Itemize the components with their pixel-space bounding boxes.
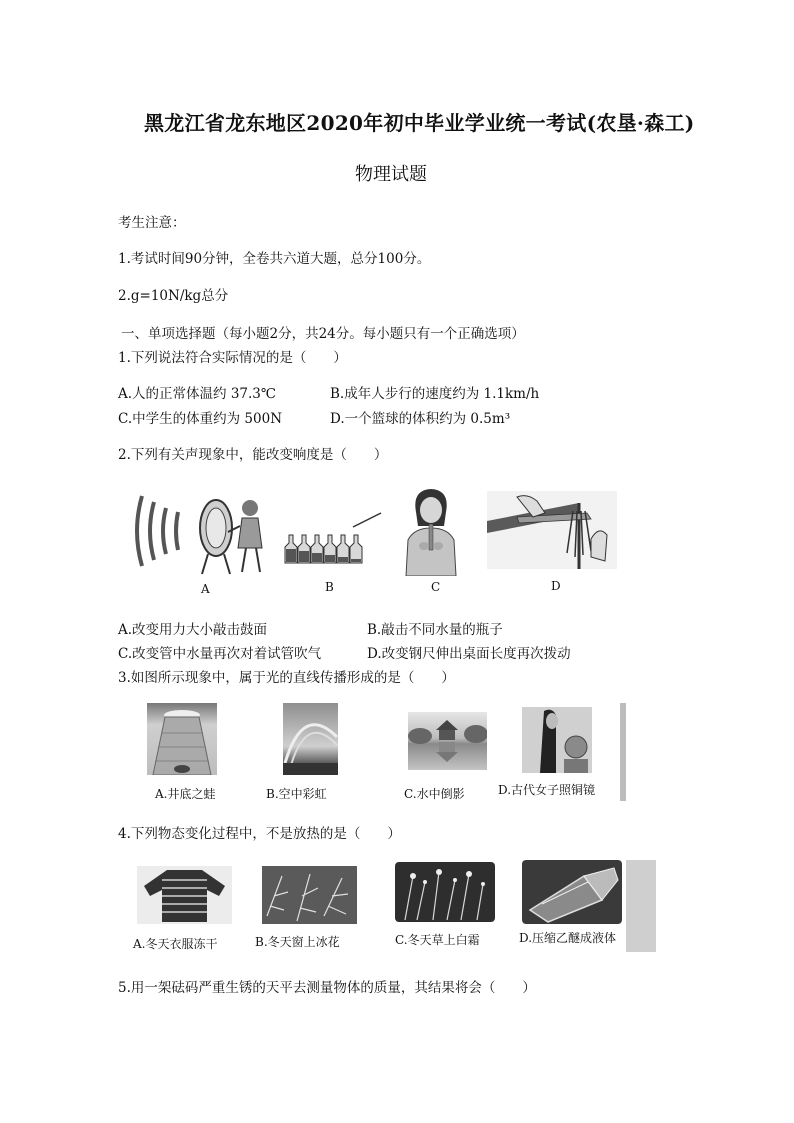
- q2-label-c: C: [431, 580, 441, 594]
- q2-figure-bottles: [283, 505, 383, 565]
- q3-image-bronze-mirror: [522, 707, 592, 773]
- q4-caption-c: C.冬天草上白霜: [395, 933, 480, 947]
- q4-image-window-frost: [262, 866, 357, 924]
- q2-option-c: C.改变管中水量再次对着试管吹气: [118, 646, 322, 662]
- q2-option-b: B.敲击不同水量的瓶子: [367, 622, 503, 638]
- q4-stem: 4.下列物态变化过程中，不是放热的是（ ）: [118, 826, 401, 842]
- scan-edge-shadow-2: [626, 860, 656, 952]
- q1-option-a: A.人的正常体温约 37.3℃: [118, 386, 276, 402]
- q2-option-d: D.改变钢尺伸出桌面长度再次拨动: [367, 646, 571, 662]
- q3-image-reflection: [408, 712, 487, 770]
- q1-option-d: D.一个篮球的体积约为 0.5m³: [330, 411, 511, 427]
- notes-heading: 考生注意：: [118, 215, 186, 231]
- q4-image-grass-frost: [395, 862, 495, 922]
- q4-image-ether-syringe: [522, 860, 622, 924]
- q3-caption-b: B.空中彩虹: [266, 787, 327, 801]
- q5-stem: 5.用一架砝码严重生锈的天平去测量物体的质量，其结果将会（ ）: [118, 980, 536, 996]
- q2-label-a: A: [201, 582, 210, 596]
- q3-image-frog-in-well: [147, 703, 217, 775]
- q2-option-a: A.改变用力大小敲击鼓面: [118, 622, 268, 638]
- q1-option-b: B.成年人步行的速度约为 1.1km/h: [330, 386, 540, 402]
- scan-edge-shadow: [620, 703, 626, 801]
- q2-stem: 2.下列有关声现象中，能改变响度是（ ）: [118, 447, 388, 463]
- exam-subtitle: 物理试题: [355, 164, 427, 185]
- q3-caption-c: C.水中倒影: [404, 787, 465, 801]
- q2-figure-ruler: [487, 491, 617, 569]
- q1-option-c: C.中学生的体重约为 500N: [118, 411, 283, 427]
- exam-title: 黑龙江省龙东地区2020年初中毕业学业统一考试(农垦·森工): [144, 111, 695, 135]
- section-heading: 一、单项选择题（每小题2分，共24分。每小题只有一个正确选项）: [121, 326, 525, 342]
- q2-label-d: D: [551, 579, 561, 593]
- q3-caption-a: A.井底之蛙: [155, 787, 216, 801]
- q2-label-b: B: [325, 580, 334, 594]
- q4-caption-d: D.压缩乙醚成液体: [519, 931, 617, 945]
- q3-caption-d: D.古代女子照铜镜: [498, 783, 596, 797]
- note-item-1: 1.考试时间90分钟，全卷共六道大题，总分100分。: [118, 251, 431, 267]
- q3-image-rainbow: [283, 703, 338, 775]
- q4-caption-b: B.冬天窗上冰花: [255, 935, 340, 949]
- note-item-2: 2.g=10N/kg总分: [118, 288, 229, 304]
- q2-figure-girl: [400, 486, 462, 576]
- q1-stem: 1.下列说法符合实际情况的是（ ）: [118, 350, 347, 366]
- q3-stem: 3.如图所示现象中，属于光的直线传播形成的是（ ）: [118, 670, 455, 686]
- q2-figure-drum: [128, 486, 278, 576]
- q4-caption-a: A.冬天衣服冻干: [133, 937, 218, 951]
- q4-image-sweater: [137, 866, 232, 924]
